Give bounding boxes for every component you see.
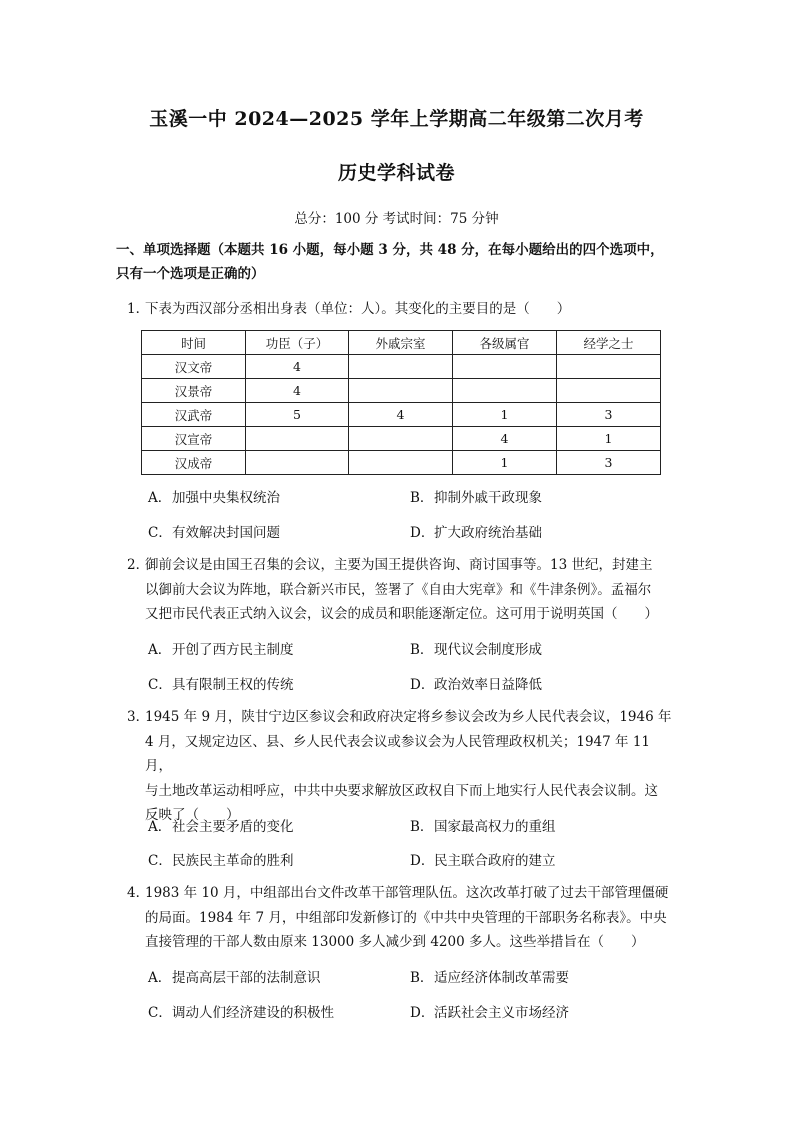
option-letter: D． (410, 853, 435, 869)
option-text: 开创了西方民主制度 (172, 642, 294, 658)
option-letter: C． (148, 677, 172, 693)
option-b[interactable] (410, 966, 569, 986)
option-letter: B． (410, 970, 434, 986)
option-letter: D． (410, 1005, 435, 1021)
table-cell (557, 379, 661, 403)
option-letter: B． (410, 642, 434, 658)
section-heading (116, 238, 676, 286)
option-letter: A． (148, 490, 172, 506)
question-number: 3． (127, 709, 150, 725)
option-text: 活跃社会主义市场经济 (434, 1005, 569, 1021)
table-cell: 1 (453, 403, 557, 427)
option-letter: C． (148, 1005, 172, 1021)
question-3 (127, 705, 677, 828)
question-number: 2． (127, 557, 150, 573)
option-c[interactable] (148, 673, 294, 693)
table-cell (453, 355, 557, 379)
option-text: 提高高层干部的法制意识 (172, 970, 321, 986)
table-cell: 3 (557, 403, 661, 427)
option-letter: C． (148, 525, 172, 541)
option-a[interactable] (148, 815, 294, 835)
table-cell: 汉宣帝 (142, 427, 246, 451)
table-cell (557, 355, 661, 379)
question-2 (127, 553, 677, 627)
option-text: 扩大政府统治基础 (434, 525, 542, 541)
question-stem-line: 1945 年 9 月，陕甘宁边区参议会和政府决定将乡参议会改为乡人民代表会议，1946 年 (145, 709, 672, 725)
option-text: 加强中央集权统治 (172, 490, 280, 506)
option-text: 国家最高权力的重组 (434, 819, 556, 835)
option-a[interactable] (148, 638, 294, 658)
table-cell (349, 355, 453, 379)
table-cell: 汉文帝 (142, 355, 246, 379)
question-number: 1． (127, 301, 150, 317)
question-stem-line: 又把市民代表正式纳入议会，议会的成员和职能逐渐定位。这可用于说明英国（ ） (145, 606, 658, 622)
question-stem-line: 以御前大会议为阵地，联合新兴市民，签署了《自由大宪章》和《牛津条例》。孟福尔 (145, 581, 652, 598)
table-cell: 1 (557, 427, 661, 451)
option-text: 政治效率日益降低 (434, 677, 542, 693)
question-stem-line: 反映了（ ） (145, 807, 240, 823)
exam-title: 玉溪一中 2024—2025 学年上学期高二年级第二次月考 (149, 108, 644, 130)
table-cell: 4 (246, 355, 349, 379)
question-4 (127, 881, 677, 955)
option-b[interactable] (410, 815, 556, 835)
option-c[interactable] (148, 1001, 334, 1021)
option-letter: B． (410, 819, 434, 835)
table-row (142, 355, 661, 379)
option-text: 社会主要矛盾的变化 (172, 819, 294, 835)
table-row (142, 379, 661, 403)
table-row (142, 427, 661, 451)
question-stem: 下表为西汉部分丞相出身表（单位：人）。其变化的主要目的是（ ） (145, 301, 571, 317)
question-number: 4． (127, 885, 150, 901)
table-row (142, 403, 661, 427)
exam-subtitle: 历史学科试卷 (337, 162, 455, 184)
option-letter: C． (148, 853, 172, 869)
option-d[interactable] (410, 1001, 569, 1021)
option-a[interactable] (148, 486, 280, 506)
table-header-cell: 功臣（子） (246, 331, 349, 355)
table-header-cell: 经学之士 (557, 331, 661, 355)
chancellor-table (141, 330, 661, 475)
option-letter: D． (410, 525, 435, 541)
table-header-cell: 时间 (142, 331, 246, 355)
table-cell: 3 (557, 451, 661, 475)
option-d[interactable] (410, 849, 556, 869)
option-c[interactable] (148, 521, 280, 541)
table-cell: 4 (453, 427, 557, 451)
option-text: 调动人们经济建设的积极性 (172, 1005, 334, 1021)
option-b[interactable] (410, 486, 542, 506)
option-text: 民族民主革命的胜利 (172, 853, 294, 869)
option-letter: A． (148, 642, 172, 658)
table-cell (246, 427, 349, 451)
question-stem-line: 御前会议是由国王召集的会议，主要为国王提供咨询、商讨国事等。13 世纪，封建主 (145, 557, 653, 573)
exam-meta: 总分：100 分 考试时间：75 分钟 (294, 211, 499, 227)
table-cell (246, 451, 349, 475)
table-cell (349, 427, 453, 451)
table-cell: 5 (246, 403, 349, 427)
table-cell: 4 (246, 379, 349, 403)
option-b[interactable] (410, 638, 542, 658)
option-d[interactable] (410, 521, 542, 541)
question-stem-line: 与土地改革运动相呼应，中共中央要求解放区政权自下而上地实行人民代表会议制。这 (145, 782, 658, 799)
question-stem-line: 1983 年 10 月，中组部出台文件改革干部管理队伍。这次改革打破了过去干部管理僵硬 (145, 885, 669, 901)
option-text: 抑制外戚干政现象 (434, 490, 542, 506)
question-1 (127, 297, 677, 322)
question-stem-line: 直接管理的干部人数由原来 13000 多人减少到 4200 多人。这些举措旨在（ ） (145, 934, 645, 950)
table-cell (453, 379, 557, 403)
option-letter: A． (148, 970, 172, 986)
option-c[interactable] (148, 849, 294, 869)
option-text: 民主联合政府的建立 (434, 853, 556, 869)
option-letter: A． (148, 819, 172, 835)
table-cell: 汉武帝 (142, 403, 246, 427)
option-letter: D． (410, 677, 435, 693)
question-stem-line: 4 月，又规定边区、县、乡人民代表会议或参议会为人民管理政权机关；1947 年 11 月， (145, 733, 650, 774)
table-cell: 1 (453, 451, 557, 475)
table-cell: 4 (349, 403, 453, 427)
table-header-cell: 各级属官 (453, 331, 557, 355)
option-d[interactable] (410, 673, 542, 693)
table-cell: 汉成帝 (142, 451, 246, 475)
option-text: 适应经济体制改革需要 (434, 970, 569, 986)
question-stem-line: 的局面。1984 年 7 月，中组部印发新修订的《中共中央管理的干部职务名称表》。中央 (145, 909, 667, 926)
table-cell (349, 379, 453, 403)
table-cell: 汉景帝 (142, 379, 246, 403)
option-letter: B． (410, 490, 434, 506)
table-header-cell: 外戚宗室 (349, 331, 453, 355)
option-text: 现代议会制度形成 (434, 642, 542, 658)
table-header-row (142, 331, 661, 355)
table-row (142, 451, 661, 475)
option-text: 有效解决封国问题 (172, 525, 280, 541)
table-cell (349, 451, 453, 475)
option-a[interactable] (148, 966, 321, 986)
section-heading-line: 只有一个选项是正确的） (116, 266, 265, 282)
section-heading-line: 一、单项选择题（本题共 16 小题，每小题 3 分，共 48 分，在每小题给出的四个选项中， (116, 242, 664, 258)
option-text: 具有限制王权的传统 (172, 677, 294, 693)
